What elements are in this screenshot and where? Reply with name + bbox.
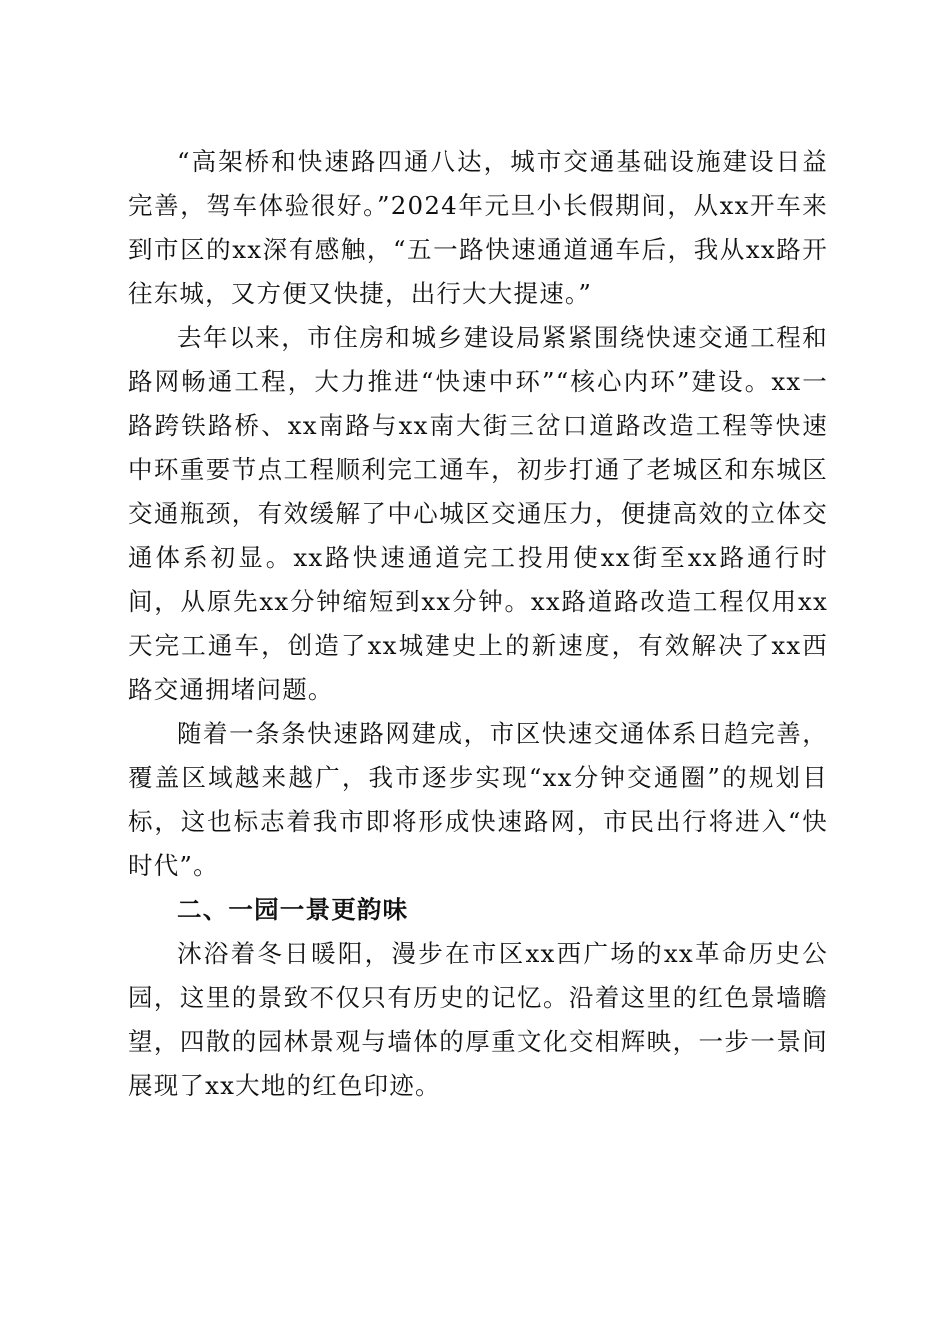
paragraph-expressway-construction: 去年以来，市住房和城乡建设局紧紧围绕快速交通工程和路网畅通工程，大力推进“快速中环”“核心内环”建设。xx一路跨铁路桥、xx南路与xx南大街三岔口道路改造工程等快速中环重要节点工程顺利完工通车，初步打通了老城区和东城区交通瓶颈，有效缓解了中心城区交通压力，便捷高效的立体交通体系初显。xx路快速通道完工投用使xx街至xx路通行时间，从原先xx分钟缩短到xx分钟。xx路道路改造工程仅用xx天完工通车，创造了xx城建史上的新速度，有效解决了xx西路交通拥堵问题。 (128, 323, 828, 704)
paragraph-revolution-park: 沐浴着冬日暖阳，漫步在市区xx西广场的xx革命历史公园，这里的景致不仅只有历史的记忆。沿着这里的红色景墙瞻望，四散的园林景观与墙体的厚重文化交相辉映，一步一景间展现了xx大地的红色印迹。 (128, 939, 828, 1100)
document-body (128, 140, 828, 1108)
section-heading-park: 二、一园一景更韵味 (177, 895, 409, 924)
paragraph-fast-road-network: 随着一条条快速路网建成，市区快速交通体系日趋完善，覆盖区域越来越广，我市逐步实现“xx分钟交通圈”的规划目标，这也标志着我市即将形成快速路网，市民出行将进入“快时代”。 (128, 719, 828, 880)
paragraph-quote-driving: “高架桥和快速路四通八达，城市交通基础设施建设日益完善，驾车体验很好。”2024年元旦小长假期间，从xx开车来到市区的xx深有感触，“五一路快速通道通车后，我从xx路开往东城，又方便又快捷，出行大大提速。” (128, 147, 828, 308)
